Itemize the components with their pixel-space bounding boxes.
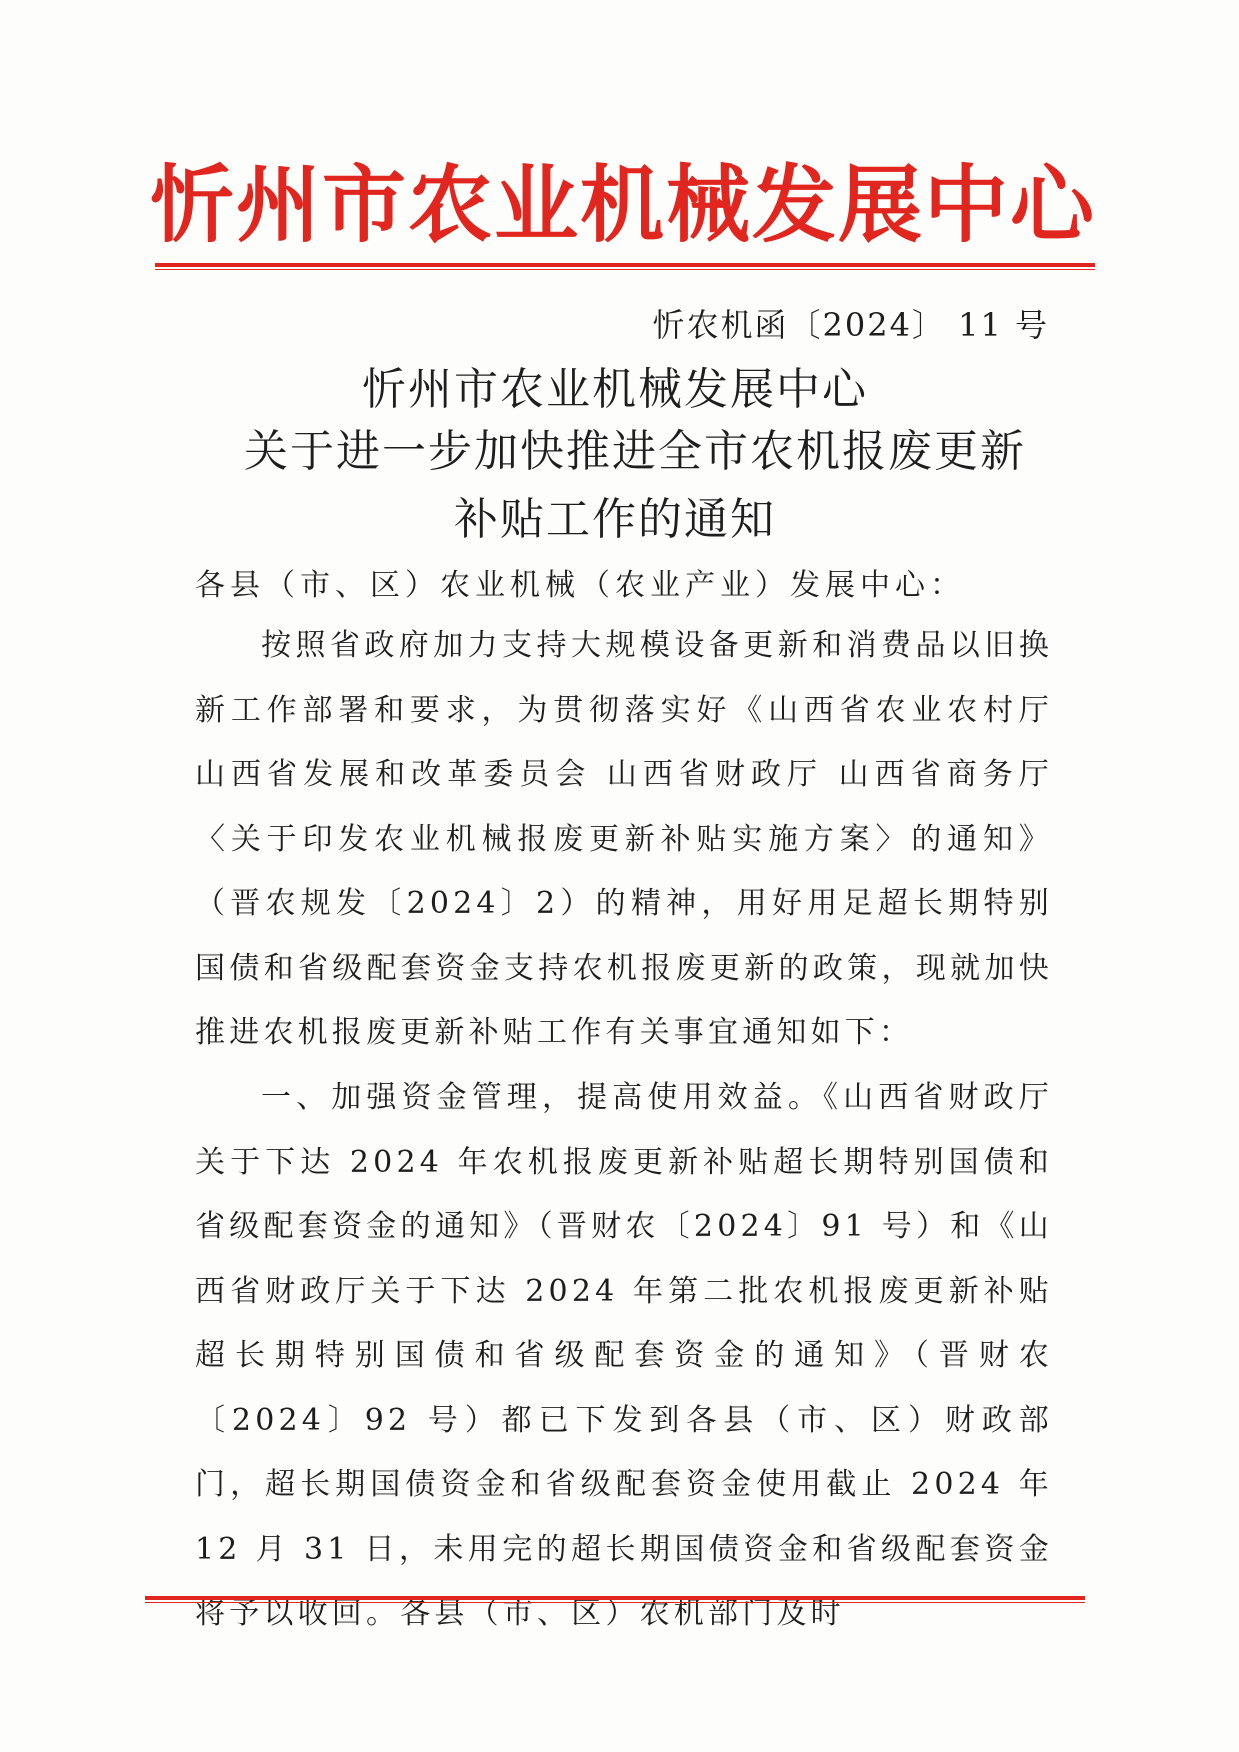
body-paragraph-section-1: 一、加强资金管理，提高使用效益。《山西省财政厅关于下达 2024 年农机报废更新补贴超长期特别国债和省级配套资金的通知》（晋财农〔2024〕91 号）和《山西省财政厅关于下达 2024 年第二批农机报废更新补贴超长期特别国债和省级配套资金的通知》（晋财农〔2024〕92 号）都已下发到各县（市、区）财政部门，超长期国债资金和省级配套资金使用截止 2024 年 12 月 31 日，未用完的超长期国债资金和省级配套资金将予以收回。各县（市、区）农机部门及时 [195,1080,1053,1631]
document-number: 忻农机函〔2024〕 11 号 [652,306,1049,344]
footer-red-rule [145,1596,1085,1603]
document-title-line-3: 补贴工作的通知 [454,494,776,545]
document-title-line-1: 忻州市农业机械发展中心 [362,364,868,415]
letterhead-red-rule [155,263,1095,270]
document-title-line-2: 关于进一步加快推进全市农机报废更新 [244,426,1026,477]
body-paragraph-intro: 按照省政府加力支持大规模设备更新和消费品以旧换新工作部署和要求，为贯彻落实好《山西省农业农村厅 山西省发展和改革委员会 山西省财政厅 山西省商务厅〈关于印发农业机械报废更新补贴实施方案〉的通知》（晋农规发〔2024〕2）的精神，用好用足超长期特别国债和省级配套资金支持农机报废更新的政策，现就加快推进农机报废更新补贴工作有关事宜通知如下： [195,628,1053,1050]
letterhead-title: 忻州市农业机械发展中心 [150,156,1097,254]
salutation: 各县（市、区）农业机械（农业产业）发展中心： [195,568,965,603]
